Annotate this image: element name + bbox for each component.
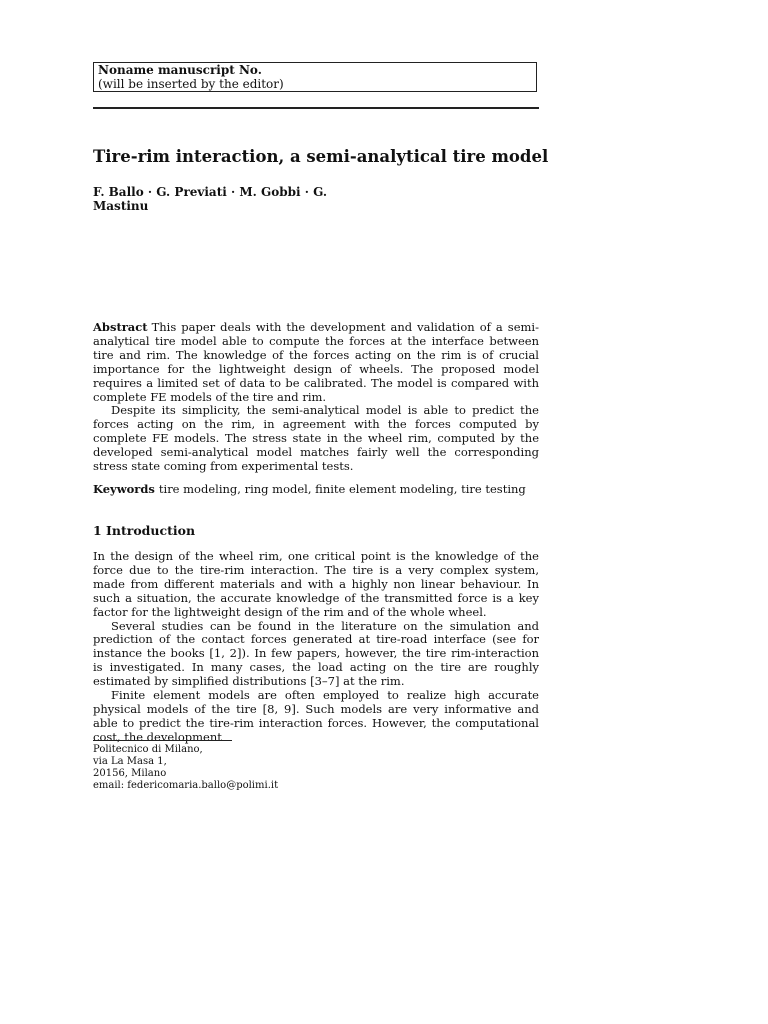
author-line-2: Mastinu [93, 199, 149, 213]
manuscript-box [93, 62, 537, 92]
footnote-rule [93, 740, 232, 741]
header-rule [93, 107, 539, 109]
abstract-paragraph-2: Despite its simplicity, the semi-analytical model is able to predict the forces acting on the rim, in agreement with the forces computed by complete FE models. The stress state in the wheel rim, computed by the developed semi-analytical model matches fairly well the corresponding stress state coming from experimental tests. [93, 403, 539, 474]
abstract-paragraph-1 [93, 321, 539, 404]
keywords-label: Keywords [93, 482, 155, 496]
paper-title: Tire-rim interaction, a semi-analytical tire model [93, 147, 549, 166]
introduction-body [93, 550, 539, 745]
author-list [93, 185, 383, 213]
keywords-text: tire modeling, ring model, finite element modeling, tire testing [158, 482, 526, 496]
abstract-text-1: This paper deals with the development and validation of a semi-analytical tire model able to compute the forces at the interface between tire and rim. The knowledge of the forces acting on the rim is of crucial importance for the lightweight design of wheels. The proposed model requires a limited set of data to be calibrated. The model is compared with complete FE models of the tire and rim. [93, 320, 539, 404]
affiliation-line-2: via La Masa 1, [93, 756, 167, 767]
manuscript-number: Noname manuscript No. [98, 63, 262, 77]
intro-paragraph-3: Finite element models are often employed to realize high accurate physical models of the tire [8, 9]. Such models are very informative and able to predict the tire-rim interaction forces. However, the computational cost, the development [93, 688, 539, 744]
author-line-1: F. Ballo · G. Previati · M. Gobbi · G. [93, 185, 328, 199]
keywords [93, 482, 539, 496]
affiliation-line-1: Politecnico di Milano, [93, 744, 203, 755]
section-heading: 1 Introduction [93, 523, 196, 538]
affiliation-line-3: 20156, Milano [93, 768, 167, 779]
author-email: email: federicomaria.ballo@polimi.it [93, 780, 279, 791]
intro-paragraph-2: Several studies can be found in the literature on the simulation and prediction of the contact forces generated at tire-road interface (see for instance the books [1, 2]). In few papers, however, the tire rim-interaction is investigated. In many cases, the load acting on the tire are roughly estimated by simplified distributions [3–7] at the rim. [93, 618, 539, 689]
abstract [93, 321, 539, 474]
abstract-label: Abstract [93, 320, 148, 334]
intro-paragraph-1: In the design of the wheel rim, one critical point is the knowledge of the force due to the tire-rim interaction. The tire is a very complex system, made from different materials and with a highly non linear behaviour. In such a situation, the accurate knowledge of the transmitted force is a key factor for the lightweight design of the rim and of the whole wheel. [93, 549, 539, 619]
affiliation-footnote [93, 744, 393, 792]
editor-note: (will be inserted by the editor) [98, 77, 284, 91]
